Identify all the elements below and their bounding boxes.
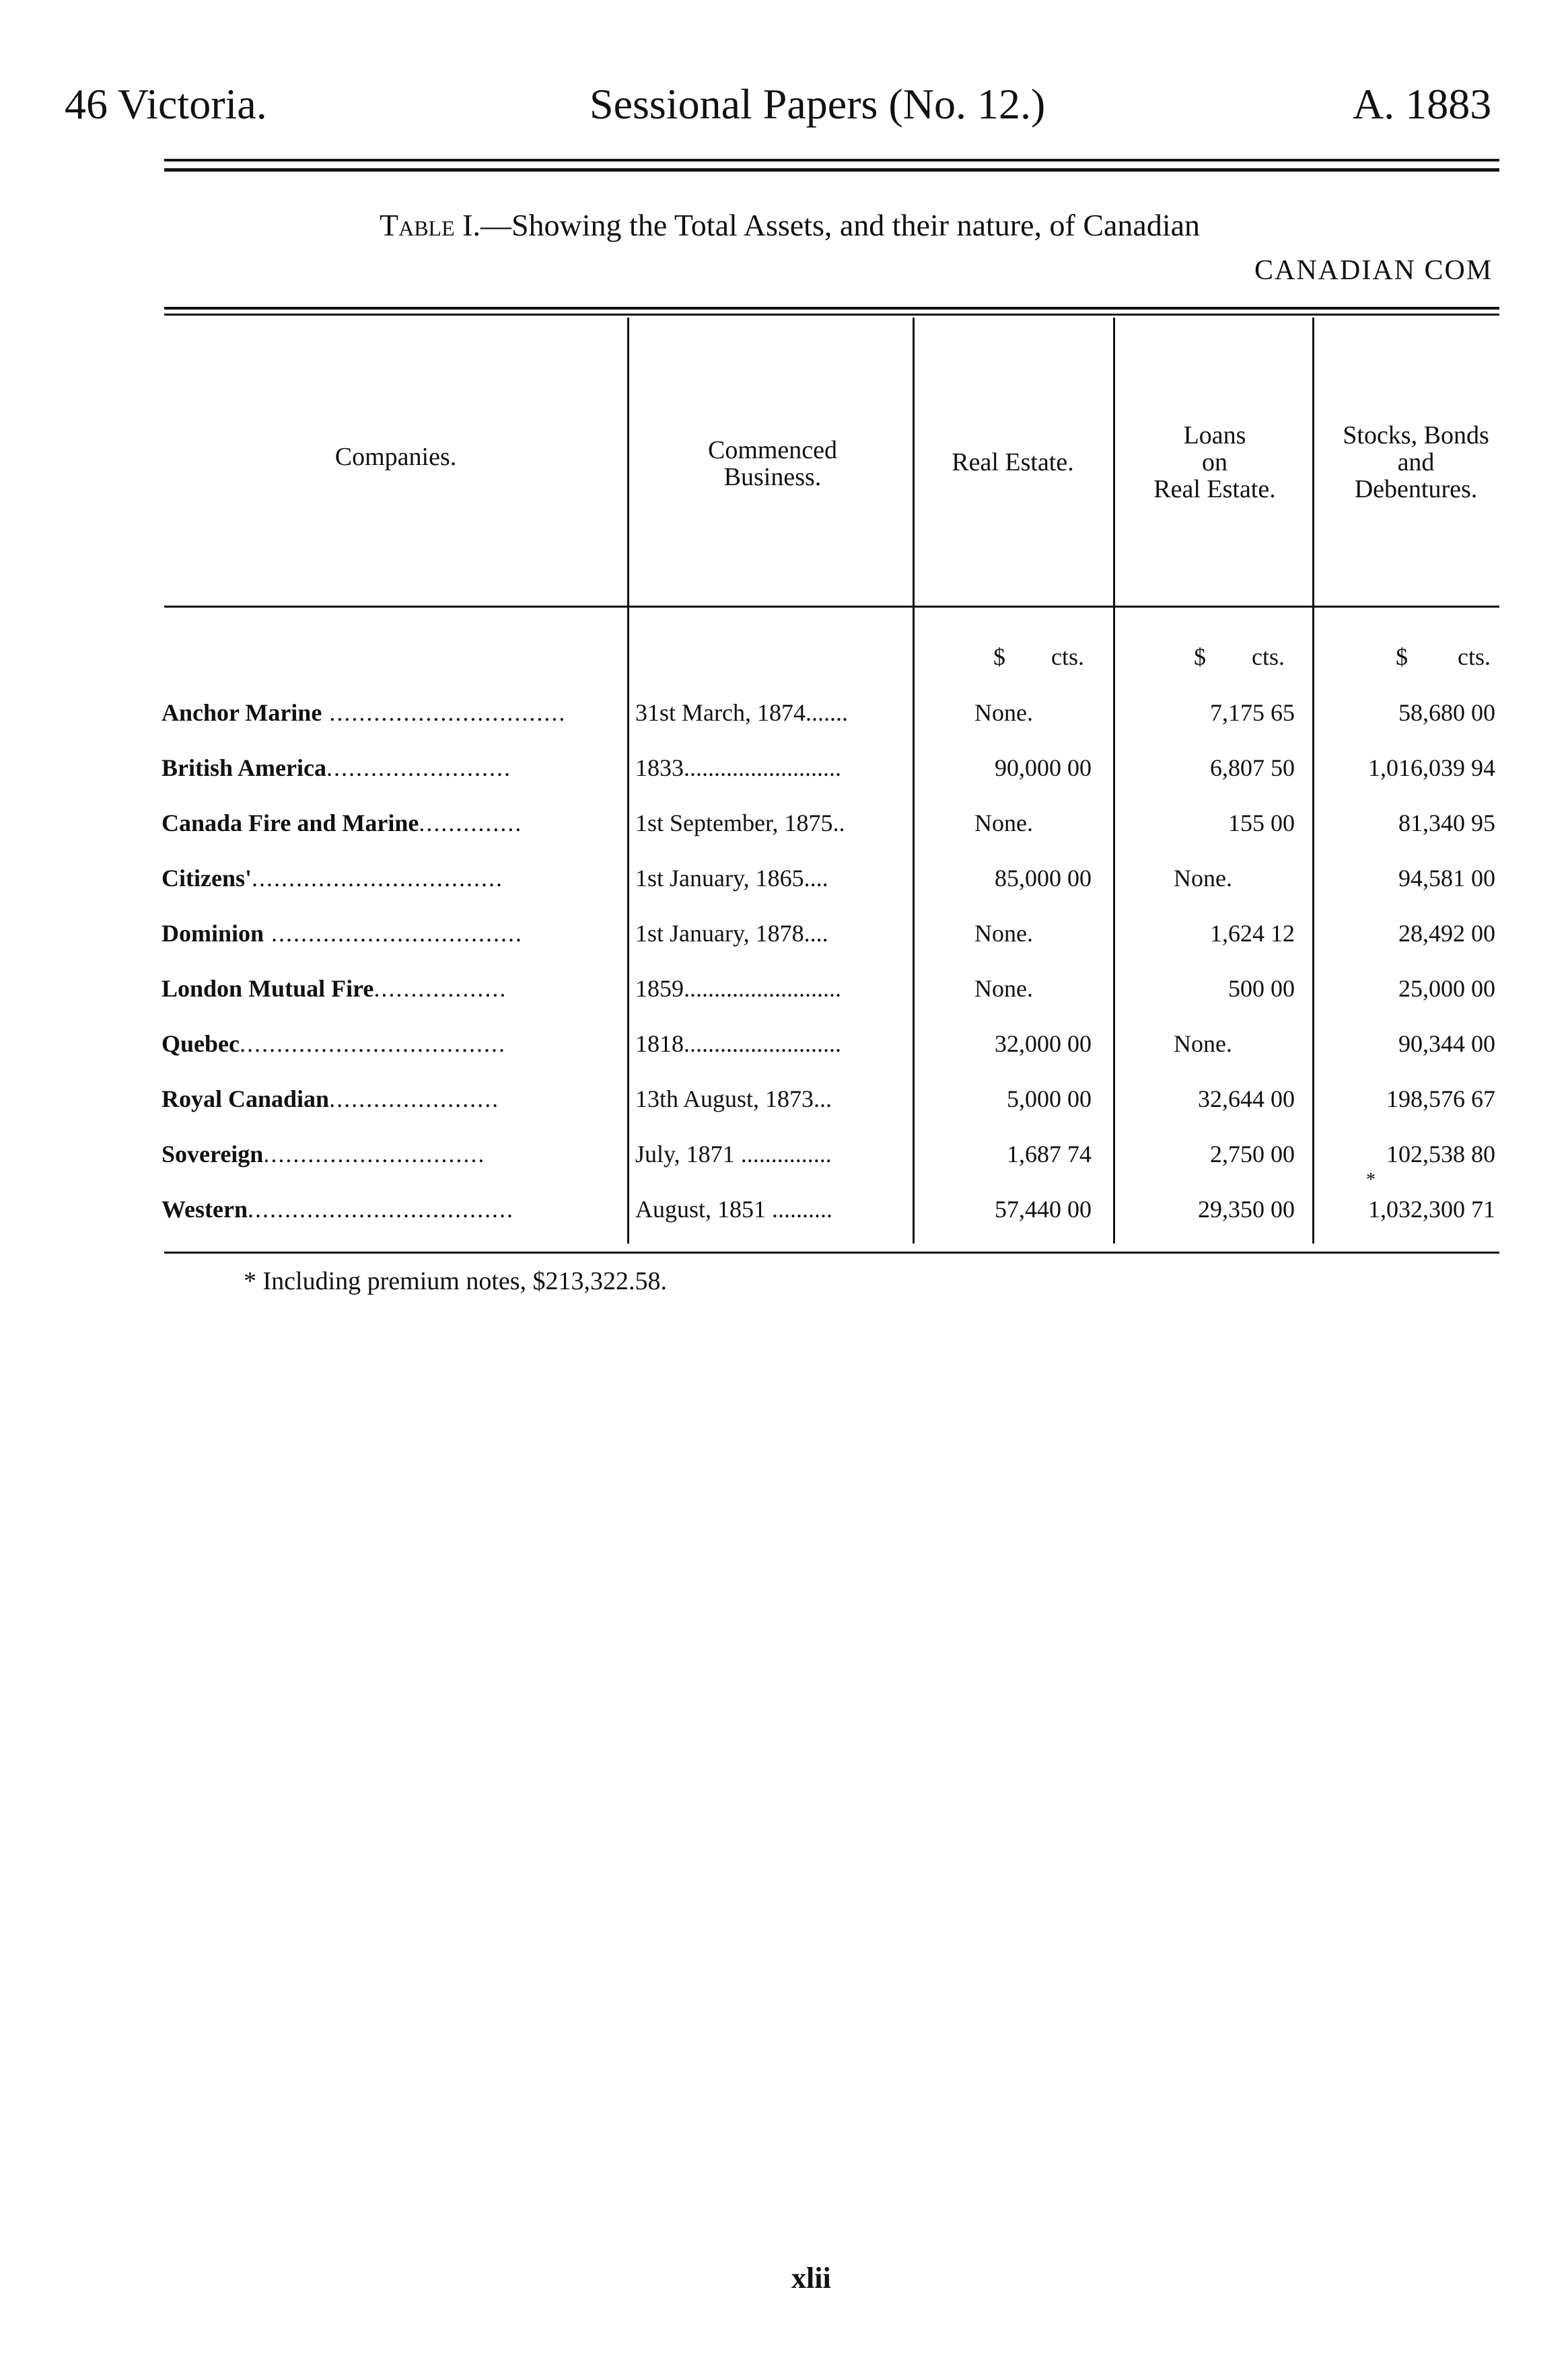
header-left: 46 Victoria. [65, 80, 267, 128]
unit-cents-loans: cts. [1252, 643, 1285, 670]
table-row-company [162, 1195, 514, 1223]
commenced-value: July, 1871 [635, 1141, 735, 1167]
table-row-loans: 7,175 65 [1210, 699, 1295, 726]
col-divider-2 [913, 318, 915, 1244]
table-row-real-estate: 5,000 00 [1007, 1085, 1092, 1112]
leader-dots: ......................... [326, 754, 511, 781]
col-header-loans-line2: on [1202, 447, 1227, 476]
leader-dots: .............................. [263, 1141, 486, 1167]
commenced-value: 1818 [635, 1030, 684, 1057]
leader-dots: .................................... [239, 1030, 506, 1057]
company-name: Sovereign [162, 1141, 264, 1167]
caption-text: —Showing the Total Assets, and their nature, of Canadian [480, 208, 1201, 242]
header-center: Sessional Papers (No. 12.) [590, 80, 1046, 128]
leader-dots: .......................... [684, 1030, 841, 1057]
unit-dollar-real-estate: $ [993, 643, 1005, 670]
table-row-real-estate: 57,440 00 [995, 1196, 1092, 1223]
col-header-loans [1117, 423, 1312, 503]
table-row-loans: None. [1174, 865, 1232, 892]
table-row-loans: None. [1174, 1030, 1232, 1057]
leader-dots: .................................... [247, 1196, 514, 1223]
table-row-stocks: 198,576 67 [1386, 1085, 1495, 1112]
col-header-loans-line1: Loans [1183, 421, 1246, 449]
company-name: Western [162, 1196, 248, 1223]
leader-dots: ................................ [322, 699, 567, 726]
table-row-company [162, 698, 566, 727]
table-row-company [162, 864, 503, 892]
col-header-real-estate [915, 449, 1110, 476]
col-divider-3 [1113, 318, 1115, 1244]
unit-dollar-loans: $ [1194, 643, 1206, 670]
table-row-stocks: 28,492 00 [1398, 920, 1495, 947]
page-number: xlii [791, 2262, 831, 2295]
commenced-value: 1833 [635, 754, 684, 781]
table-row-commenced [635, 974, 841, 1003]
leader-dots: ... [814, 1085, 832, 1112]
table-caption [380, 207, 1200, 243]
table-bottom-rule [164, 1252, 1499, 1254]
table-row-loans: 29,350 00 [1198, 1196, 1295, 1223]
leader-dots: ............... [734, 1141, 832, 1167]
unit-dollar-stocks: $ [1396, 643, 1408, 670]
table-row-stocks: 94,581 00 [1398, 865, 1495, 892]
table-row-real-estate: 32,000 00 [995, 1030, 1092, 1057]
company-name: London Mutual Fire [162, 975, 374, 1002]
company-name: Anchor Marine [162, 699, 322, 726]
table-row-stocks: 1,032,300 71 [1368, 1196, 1495, 1223]
table-row-loans: 155 00 [1228, 810, 1295, 836]
table-row-loans: 32,644 00 [1198, 1085, 1295, 1112]
unit-cents-stocks: cts. [1458, 643, 1491, 670]
header-rule-top [164, 159, 1499, 161]
col-header-commenced-line2: Business. [723, 462, 822, 491]
leader-dots: .................................. [251, 865, 503, 892]
commenced-value: 1st January, 1878 [635, 920, 804, 947]
col-header-companies [168, 444, 623, 471]
table-rule-top-2 [164, 314, 1499, 316]
table-row-real-estate: 90,000 00 [995, 754, 1092, 781]
table-row-loans: 2,750 00 [1210, 1141, 1295, 1167]
header-right: A. 1883 [1353, 80, 1492, 128]
col-header-stocks-line1: Stocks, Bonds [1343, 421, 1489, 449]
commenced-value: 1st January, 1865 [635, 865, 804, 892]
unit-cents-real-estate: cts. [1051, 643, 1084, 670]
table-row-real-estate: 85,000 00 [995, 865, 1092, 892]
table-row-loans: 500 00 [1228, 975, 1295, 1002]
table-row-real-estate: None. [974, 699, 1033, 726]
commenced-value: 1st September, 1875 [635, 810, 833, 836]
table-row-stocks: 90,344 00 [1398, 1030, 1495, 1057]
header-rule-bottom [164, 168, 1499, 172]
leader-dots: .................. [373, 975, 507, 1002]
table-row-company [162, 809, 522, 837]
col-header-stocks-line3: Debentures. [1354, 474, 1478, 503]
table-row-commenced [635, 864, 828, 892]
table-row-commenced [635, 1195, 832, 1223]
table-row-commenced [635, 1140, 832, 1168]
table-row-commenced [635, 698, 848, 727]
leader-dots: .......................... [684, 975, 841, 1002]
col-header-loans-line3: Real Estate. [1153, 474, 1276, 503]
table-row-stocks: 25,000 00 [1398, 975, 1495, 1002]
leader-dots: .. [832, 810, 845, 836]
table-row-commenced [635, 754, 841, 782]
header-separator-rule [164, 606, 1499, 608]
company-name: Royal Canadian [162, 1085, 330, 1112]
table-row-loans: 6,807 50 [1210, 754, 1295, 781]
table-row-real-estate: None. [974, 920, 1033, 947]
leader-dots: .......................... [684, 754, 841, 781]
commenced-value: August, 1851 [635, 1196, 767, 1223]
leader-dots: ....... [805, 699, 848, 726]
table-row-commenced [635, 809, 845, 837]
col-header-commenced-line1: Commenced [707, 436, 838, 464]
table-row-commenced [635, 1085, 832, 1113]
table-row-real-estate: 1,687 74 [1007, 1141, 1092, 1167]
table-row-stocks: 81,340 95 [1398, 810, 1495, 836]
table-row-stocks: 102,538 80 [1386, 1141, 1495, 1167]
leader-dots: .............. [419, 810, 523, 836]
table-subtitle: CANADIAN COM [1254, 255, 1493, 286]
table-row-stocks: 58,680 00 [1398, 699, 1495, 726]
leader-dots: .................................. [264, 920, 524, 947]
commenced-value: 1859 [635, 975, 684, 1002]
table-row-real-estate: None. [974, 810, 1033, 836]
table-row-real-estate: None. [974, 975, 1033, 1002]
col-header-stocks-line2: and [1397, 447, 1435, 476]
table-rule-top-1 [164, 307, 1499, 310]
col-divider-1 [627, 318, 629, 1244]
leader-dots: .... [804, 920, 828, 947]
footnote: * Including premium notes, $213,322.58. [244, 1267, 668, 1295]
company-name: British America [162, 754, 326, 781]
company-name: Dominion [162, 920, 264, 947]
table-label: Table I. [380, 208, 480, 242]
table-row-company [162, 919, 523, 947]
col-header-stocks [1316, 423, 1516, 503]
col-divider-4 [1312, 318, 1314, 1244]
table-row-commenced [635, 919, 828, 947]
table-row-stocks: 1,016,039 94 [1368, 754, 1495, 781]
company-name: Citizens' [162, 865, 252, 892]
footnote-marker: * [1366, 1170, 1376, 1190]
table-row-loans: 1,624 12 [1210, 920, 1295, 947]
company-name: Canada Fire and Marine [162, 810, 419, 836]
leader-dots: .... [804, 865, 828, 892]
table-row-commenced [635, 1030, 841, 1058]
company-name: Quebec [162, 1030, 240, 1057]
commenced-value: 31st March, 1874 [635, 699, 806, 726]
table-row-company [162, 974, 507, 1003]
col-header-companies-label: Companies. [334, 443, 457, 471]
col-header-commenced [633, 437, 913, 491]
table-row-company [162, 1030, 506, 1058]
col-header-real-estate-label: Real Estate. [952, 448, 1074, 476]
table-row-company [162, 1085, 499, 1113]
leader-dots: .......... [766, 1196, 833, 1223]
commenced-value: 13th August, 1873 [635, 1085, 814, 1112]
table-row-company [162, 1140, 485, 1168]
leader-dots: ....................... [329, 1085, 500, 1112]
table-row-company [162, 754, 511, 782]
